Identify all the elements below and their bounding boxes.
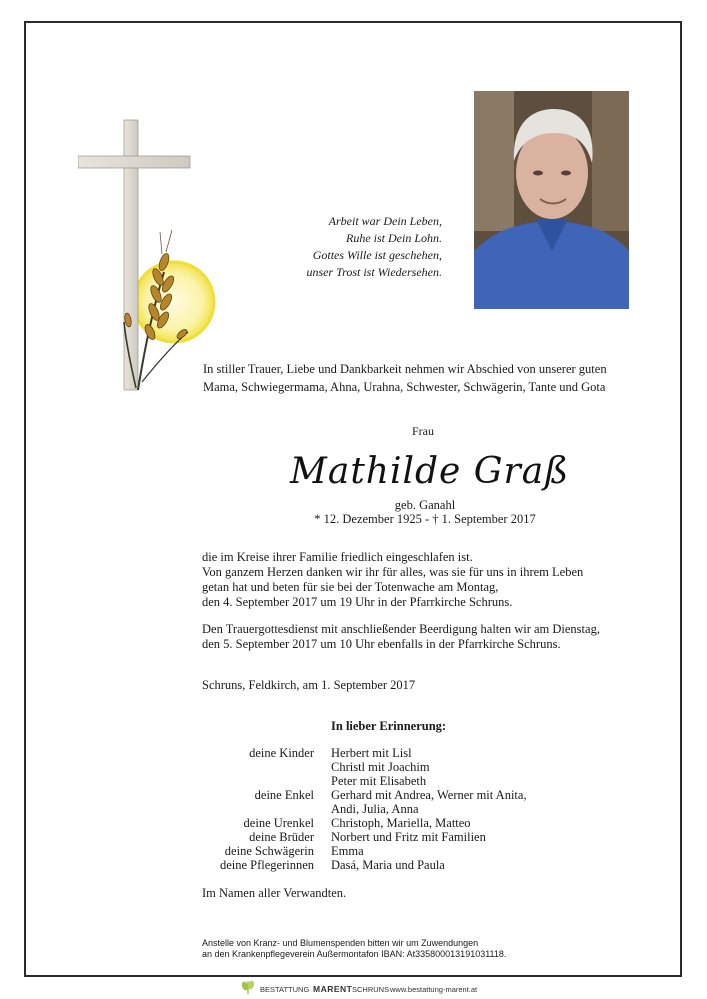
maiden-name: geb. Ganahl: [394, 498, 456, 512]
brand-company: BESTATTUNG: [260, 985, 310, 994]
relative-name: Dasá, Maria und Paula: [331, 858, 445, 872]
relative-name: Peter mit Elisabeth: [331, 774, 427, 788]
relation-label: [190, 802, 314, 816]
verse-line: Arbeit war Dein Leben,: [328, 214, 442, 228]
relation-label: [190, 774, 314, 788]
relation-label: [190, 760, 314, 774]
relative-name: Emma: [331, 844, 364, 858]
relation-label: deine Urenkel: [243, 816, 314, 830]
memorial-verse: [270, 213, 442, 281]
paragraph-line: den 4. September 2017 um 19 Uhr in der Pfarrkirche Schruns.: [202, 595, 513, 609]
relative-name: Andi, Julia, Anna: [331, 802, 419, 816]
portrait-image: [474, 91, 629, 309]
relatives-names: [331, 746, 631, 872]
funeral-paragraph: [202, 622, 662, 652]
relatives-labels: [190, 746, 314, 872]
relation-label: deine Pflegerinnen: [219, 858, 314, 872]
intro-line: In stiller Trauer, Liebe und Dankbarkeit nehmen wir Abschied von unserer guten: [203, 362, 607, 376]
relation-label: deine Kinder: [249, 746, 314, 760]
paragraph-line: getan hat und beten für sie bei der Totenwache am Montag,: [202, 580, 499, 594]
paragraph-line: Von ganzem Herzen danken wir ihr für alles, was sie für uns in ihrem Leben: [202, 565, 584, 579]
announcement-paragraph: [202, 550, 662, 610]
place-date: Schruns, Feldkirch, am 1. September 2017: [202, 678, 416, 692]
verse-line: Gottes Wille ist geschehen,: [312, 248, 442, 262]
donation-note: [202, 938, 662, 960]
donation-line: Anstelle von Kranz- und Blumenspenden bitten wir um Zuwendungen: [202, 938, 479, 948]
relation-label: deine Brüder: [249, 830, 314, 844]
name-signature: Mathilde Graß: [290, 451, 570, 492]
paragraph-line: den 5. September 2017 um 10 Uhr ebenfalls in der Pfarrkirche Schruns.: [202, 637, 561, 651]
salutation: Frau: [412, 424, 434, 438]
relation-label: deine Enkel: [254, 788, 314, 802]
relative-name: Herbert mit Lisl: [331, 746, 412, 760]
closing-line: Im Namen aller Verwandten.: [202, 886, 347, 900]
paragraph-line: die im Kreise ihrer Familie friedlich eingeschlafen ist.: [202, 550, 473, 564]
relative-name: Norbert und Fritz mit Familien: [331, 830, 486, 844]
brand-website[interactable]: www.bestattung-marent.at: [390, 985, 478, 994]
intro-line: Mama, Schwiegermama, Ahna, Urahna, Schwester, Schwägerin, Tante und Gota: [203, 380, 606, 394]
relative-name: Christoph, Mariella, Matteo: [331, 816, 471, 830]
brand-town: SCHRUNS: [352, 985, 390, 994]
life-dates: * 12. Dezember 1925 - † 1. September 2017: [314, 512, 536, 526]
relative-name: Gerhard mit Andrea, Werner mit Anita,: [331, 788, 527, 802]
donation-line: an den Krankenpflegeverein Außermontafon IBAN: At335800013191031118.: [202, 949, 507, 959]
verse-line: Ruhe ist Dein Lohn.: [346, 231, 442, 245]
memory-heading: In lieber Erinnerung:: [331, 719, 447, 733]
leaf-logo-icon: [240, 979, 256, 995]
verse-line: unser Trost ist Wiedersehen.: [306, 265, 442, 279]
intro-text: [203, 360, 653, 396]
funeral-home-brand: [240, 983, 540, 997]
relative-name: Christl mit Joachim: [331, 760, 430, 774]
paragraph-line: Den Trauergottesdienst mit anschließender Beerdigung halten wir am Dienstag,: [202, 622, 600, 636]
relation-label: deine Schwägerin: [224, 844, 314, 858]
portrait-photo: [474, 91, 629, 309]
brand-name: MARENT: [313, 984, 353, 994]
